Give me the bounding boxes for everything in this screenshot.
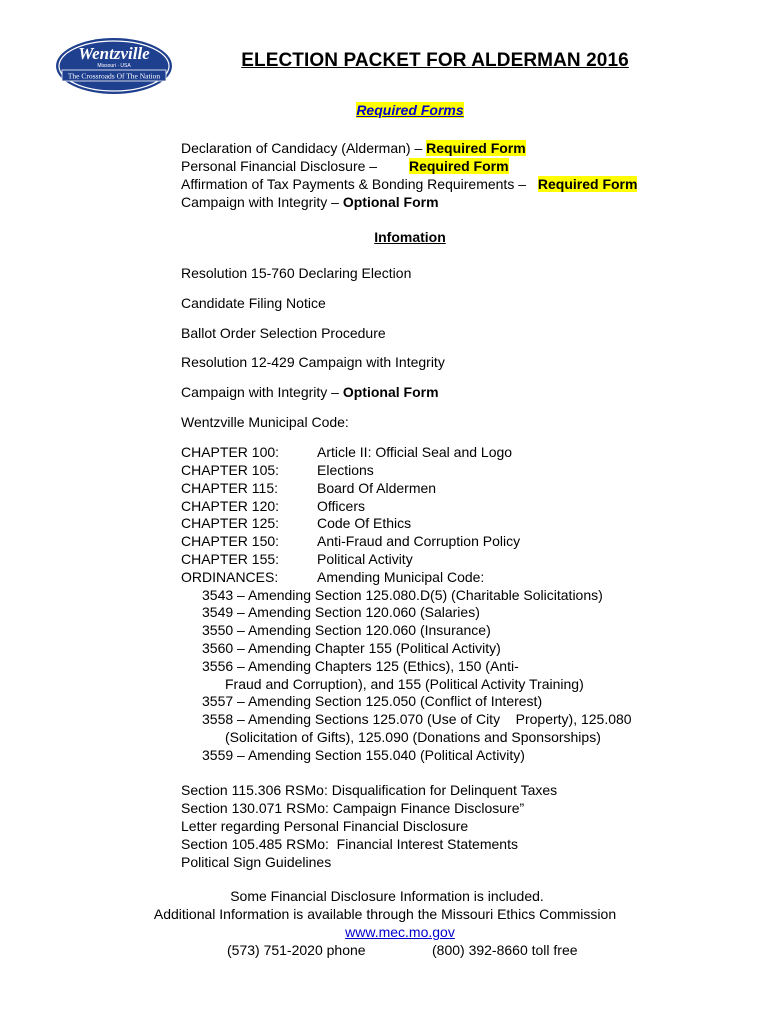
ordinance-item: 3550 – Amending Section 120.060 (Insurance) (202, 622, 491, 638)
ordinance-item-continued: Fraud and Corruption), and 155 (Political Activity Training) (225, 676, 584, 692)
chapter-row: ORDINANCES: Amending Municipal Code: (181, 569, 485, 585)
tollfree-number: (800) 392-8660 toll free (432, 942, 578, 958)
chapter-row: CHAPTER 100: Article II: Official Seal and Logo (181, 444, 513, 460)
info-item: Ballot Order Selection Procedure (181, 325, 386, 341)
required-form-item: Personal Financial Disclosure – Required Form (181, 158, 509, 174)
municipal-code-heading: Wentzville Municipal Code: (181, 414, 349, 430)
chapter-row: CHAPTER 120: Officers (181, 498, 365, 514)
required-tag: Required Form (537, 176, 638, 192)
footer-link-row (0, 923, 770, 941)
information-heading: Infomation (374, 229, 446, 245)
logo-small: Missouri · USA (97, 63, 131, 69)
ordinance-item: 3556 – Amending Chapters 125 (Ethics), 150 (Anti- (202, 658, 519, 674)
statute-item: Letter regarding Personal Financial Disclosure (181, 818, 469, 834)
ordinance-item: 3543 – Amending Section 125.080.D(5) (Charitable Solicitations) (202, 587, 603, 603)
info-item: Candidate Filing Notice (181, 295, 326, 311)
chapter-row: CHAPTER 105: Elections (181, 462, 374, 478)
ordinance-item: 3549 – Amending Section 120.060 (Salaries) (202, 604, 480, 620)
ordinance-item: 3560 – Amending Chapter 155 (Political Activity) (202, 640, 501, 656)
required-form-item: Affirmation of Tax Payments & Bonding Requirements – Required Form (181, 176, 638, 192)
ordinance-item-continued: (Solicitation of Gifts), 125.090 (Donations and Sponsorships) (225, 729, 601, 745)
optional-tag: Optional Form (342, 194, 439, 210)
info-item-campaign: Campaign with Integrity – Optional Form (181, 384, 439, 400)
required-tag: Required Form (426, 140, 526, 156)
required-forms-heading: Required Forms (356, 102, 464, 118)
ordinance-item: 3558 – Amending Sections 125.070 (Use of City Property), 125.080 (202, 711, 632, 727)
statute-item: Political Sign Guidelines (181, 854, 332, 870)
statute-item: Section 105.485 RSMo: Financial Interest Statements (181, 836, 518, 852)
footer-commission: Additional Information is available through the Missouri Ethics Commission (153, 906, 617, 922)
statute-item: Section 130.071 RSMo: Campaign Finance Disclosure” (181, 800, 525, 816)
info-item: Resolution 15-760 Declaring Election (181, 265, 412, 281)
mec-website-link[interactable]: www.mec.mo.gov (345, 924, 455, 940)
page-title: ELECTION PACKET FOR ALDERMAN 2016 (241, 50, 629, 71)
optional-form-item: Campaign with Integrity – Optional Form (181, 194, 439, 210)
footer-note: Some Financial Disclosure Information is included. (230, 888, 544, 904)
chapter-row: CHAPTER 115: Board Of Aldermen (181, 480, 437, 496)
logo-tagline: The Crossroads Of The Nation (67, 71, 161, 81)
ordinance-item: 3557 – Amending Section 125.050 (Conflict of Interest) (202, 693, 543, 709)
chapter-row: CHAPTER 155: Political Activity (181, 551, 413, 567)
ordinance-item: 3559 – Amending Section 155.040 (Political Activity) (202, 747, 525, 763)
chapter-row: CHAPTER 150: Anti-Fraud and Corruption Policy (181, 533, 521, 549)
required-tag: Required Form (408, 158, 509, 174)
statute-item: Section 115.306 RSMo: Disqualification for Delinquent Taxes (181, 782, 558, 798)
info-item: Resolution 12-429 Campaign with Integrity (181, 354, 445, 370)
logo-name: Wentzville (78, 44, 150, 63)
chapter-row: CHAPTER 125: Code Of Ethics (181, 515, 412, 531)
optional-tag: Optional Form (342, 384, 439, 400)
phone-number: (573) 751-2020 phone (227, 942, 366, 958)
required-form-item: Declaration of Candidacy (Alderman) – Required Form (181, 140, 526, 156)
